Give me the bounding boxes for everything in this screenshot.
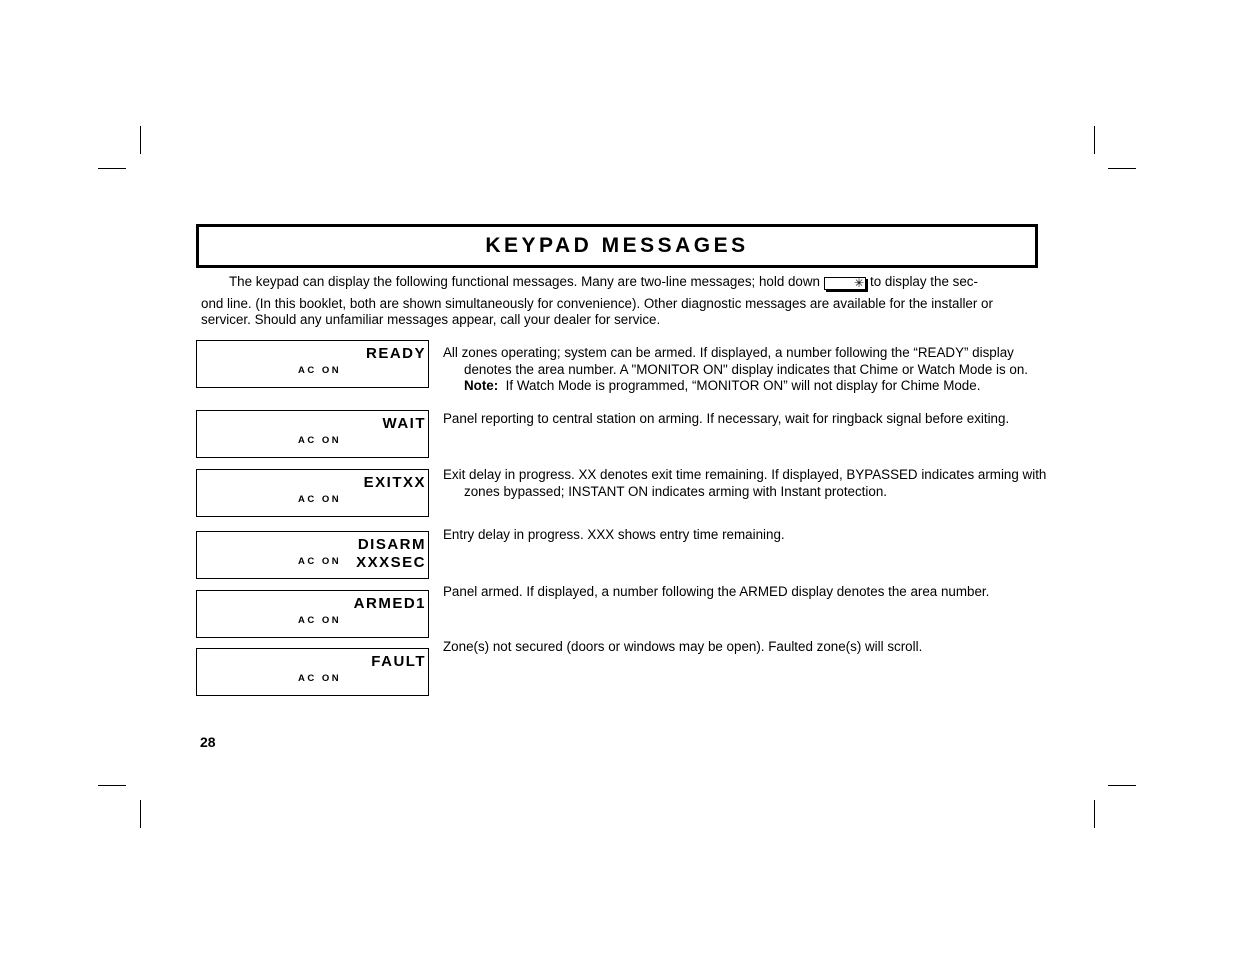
crop-mark xyxy=(140,126,141,154)
lcd-display-disarm xyxy=(196,531,429,579)
lcd-text: DISARM xyxy=(357,536,426,553)
lcd-display-fault xyxy=(196,648,429,696)
crop-mark xyxy=(1094,800,1095,828)
lcd-text: FAULT xyxy=(371,653,426,670)
crop-mark xyxy=(98,785,126,786)
lcd-display-armed xyxy=(196,590,429,638)
title-box xyxy=(196,224,1038,268)
lcd-display-ready xyxy=(196,340,429,388)
message-description: Panel reporting to central station on arming. If necessary, wait for ringback signal before exiting. xyxy=(443,411,1010,426)
page-title: KEYPAD MESSAGES xyxy=(485,234,749,257)
lcd-status: AC ON xyxy=(298,673,342,684)
intro-line-1: The keypad can display the following functional messages. Many are two-line messages; hold down ✳ to display the sec- xyxy=(229,274,978,290)
page-number: 28 xyxy=(200,734,216,750)
crop-mark xyxy=(98,168,126,169)
message-description: Zone(s) not secured (doors or windows may be open). Faulted zone(s) will scroll. xyxy=(443,639,923,654)
crop-mark xyxy=(1108,168,1136,169)
lcd-text: EXITXX xyxy=(363,474,426,491)
lcd-status: AC ON xyxy=(298,615,342,626)
lcd-status: AC ON xyxy=(298,556,342,567)
crop-mark xyxy=(1094,126,1095,154)
lcd-status: AC ON xyxy=(298,365,342,376)
crop-mark xyxy=(1108,785,1136,786)
intro-rest: ond line. (In this booklet, both are shown simultaneously for convenience). Other diagnostic messages are available for the installer or servicer. Should any unfamiliar messages appear, call your dealer for service. xyxy=(201,295,993,327)
message-description: Exit delay in progress. XX denotes exit time remaining. If displayed, BYPASSED indicates arming with zones bypassed; INSTANT ON indicates arming with Instant protection. xyxy=(443,467,1047,499)
lcd-display-exit xyxy=(196,469,429,517)
lcd-text: ARMED1 xyxy=(353,595,426,612)
message-description: Panel armed. If displayed, a number following the ARMED display denotes the area number. xyxy=(443,584,990,599)
lcd-text-line-2: XXXSEC xyxy=(356,554,426,571)
crop-mark xyxy=(140,800,141,828)
message-description: All zones operating; system can be armed. If displayed, a number following the “READY” display denotes the area number. A "MONITOR ON" display indicates that Chime or Watch Mode is on. Note: If Watch Mode is programmed, “MONITOR ON” will not display for Chime Mode. xyxy=(443,345,1028,393)
lcd-status: AC ON xyxy=(298,435,342,446)
message-description: Entry delay in progress. XXX shows entry time remaining. xyxy=(443,527,785,542)
lcd-display-wait xyxy=(196,410,429,458)
lcd-status: AC ON xyxy=(298,494,342,505)
lcd-text: WAIT xyxy=(382,415,426,432)
star-key-icon: ✳ xyxy=(824,277,866,290)
intro-paragraph xyxy=(201,274,1031,329)
note-label: Note: xyxy=(464,378,499,393)
lcd-text: READY xyxy=(365,345,426,362)
